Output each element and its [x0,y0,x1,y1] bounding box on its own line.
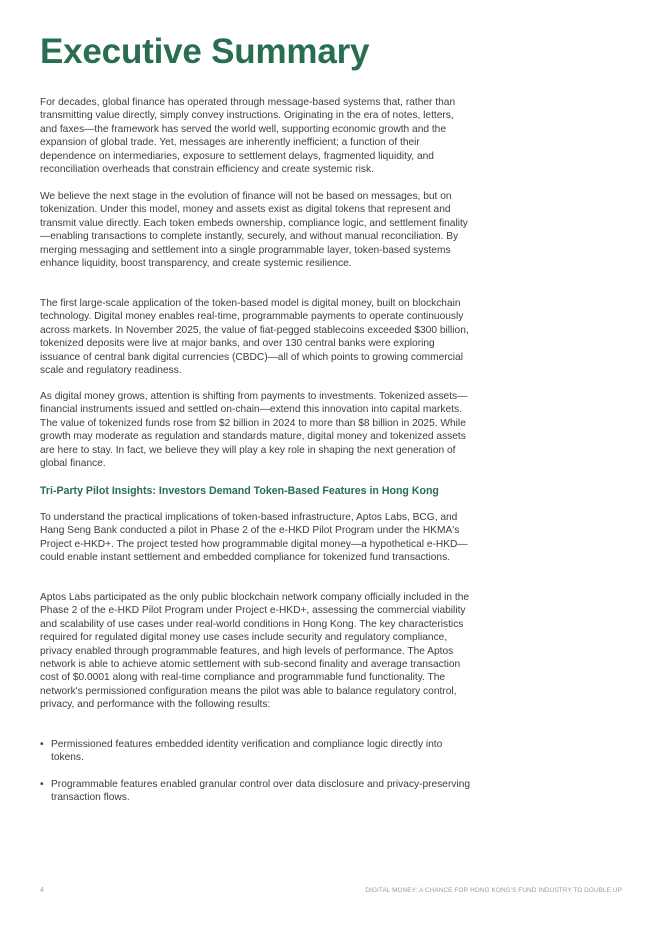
page-number: 4 [40,887,44,894]
section-paragraph-1: To understand the practical implications of token-based infrastructure, Aptos Labs, BCG, and Hang Seng Bank conducted a pilot in Phase 2 of the e-HKD Pilot Program under the HKMA's Project e-HKD+. The project tested how programmable digital money—a hypothetical e-HKD—could enable instant settlement and embedded compliance for tokenized fund transactions. [40,512,468,564]
footer-document-title: DIGITAL MONEY: A CHANCE FOR HONG KONG'S FUND INDUSTRY TO DOUBLE UP [365,887,622,894]
list-item [40,778,472,805]
intro-paragraph-3: The first large-scale application of the token-based model is digital money, built on blockchain technology. Digital money enables real-time, programmable payments to operate continuously across markets. In November 2025, the value of fiat-pegged stablecoins exceeded $300 billion, tokenized deposits were live at major banks, and over 130 central banks were exploring issuance of central bank digital currencies (CBDC)—all of which points to growing commercial scale and regulatory readiness. [40,298,469,377]
bullet-icon: • [40,739,44,750]
intro-paragraph-1: For decades, global finance has operated through message-based systems that, rather than transmitting value directly, simply convey instructions. Originating in the era of notes, letters, and faxes—the framework has served the world well, supporting economic growth and the expansion of global trade. Yet, messages are inherently inefficient; a function of their dependence on intermediaries, exposure to settlement delays, fragmented liquidity, and reconciliation overheads that constrain efficiency and create systemic risk. [40,97,456,176]
page-title: Executive Summary [40,32,370,71]
bullet-icon: • [40,778,44,790]
intro-paragraph-4: As digital money grows, attention is shifting from payments to investments. Tokenized assets—financial instruments issued and settled on-chain—extend this innovation into capital markets. The value of tokenized funds rose from $2 billion in 2024 to more than $8 billion in 2025. While growth may moderate as regulation and standards mature, digital money and tokenized assets are here to stay. In fact, we believe they will play a key role in shaping the next generation of global finance. [40,391,468,470]
section-heading: Tri-Party Pilot Insights: Investors Demand Token-Based Features in Hong Kong [40,485,439,497]
intro-paragraph-2: We believe the next stage in the evolution of finance will not be based on messages, but on tokenization. Under this model, money and assets exist as digital tokens that represent and transmit value directly. Each token embeds ownership, compliance logic, and settlement finality—enabling transactions to complete instantly, securely, and without manual reconciliation. By merging messaging and settlement into a single programmable layer, token-based systems enhance liquidity, boost transparency, and create systemic resilience. [40,191,468,270]
list-item [40,738,472,765]
results-list [40,738,472,805]
list-item-text: Programmable features enabled granular control over data disclosure and privacy-preserving transaction flows. [51,778,471,804]
section-paragraph-2: Aptos Labs participated as the only public blockchain network company officially included in the Phase 2 of the e-HKD Pilot Program under Project e-HKD+, assessing the commercial viability and scalability of use cases under real-world conditions in Hong Kong. The key characteristics required for regulated digital money use cases include security and regulatory compliance, privacy enabled through programmable features, and high levels of performance. The Aptos network is able to achieve atomic settlement with sub-second finality and average transaction cost of $0.0001 along with real-time compliance and programmable fund functionality. The network's permissioned configuration means the pilot was able to balance regulatory control, privacy, and performance with the following results: [40,592,470,711]
list-item-text: Permissioned features embedded identity verification and compliance logic directly into tokens. [51,739,443,764]
